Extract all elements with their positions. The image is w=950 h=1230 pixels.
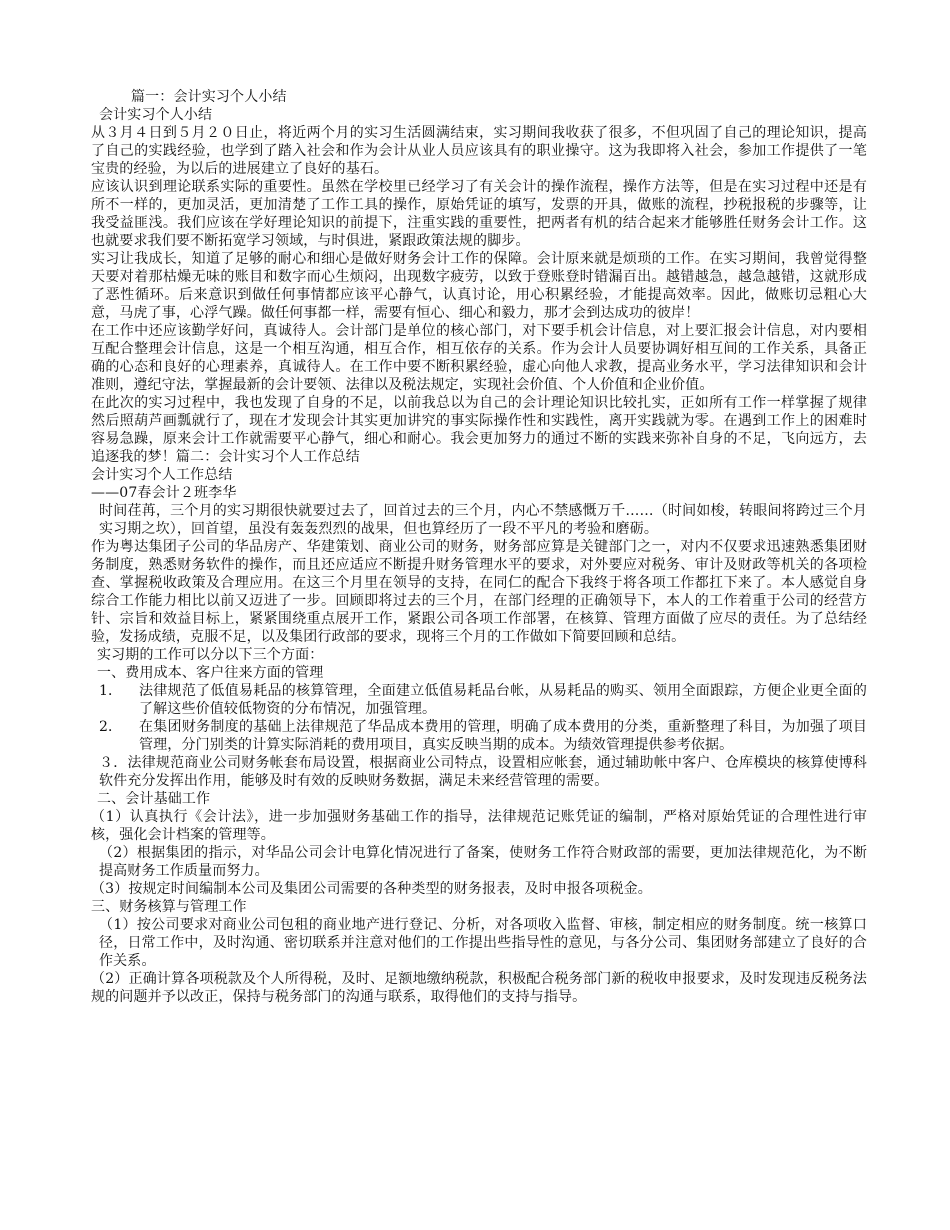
section-2-paragraph-2: （2）根据集团的指示，对华品公司会计电算化情况进行了备案，使财务工作符合财政部的需要，更加法律规范化，为不断提高财务工作质量而努力。: [99, 845, 867, 879]
paragraph-6: 时间荏苒，三个月的实习期很快就要过去了，回首过去的三个月，内心不禁感慨万千……（时间如梭，转眼间将跨过三个月实习期之坎），回首望，虽没有轰轰烈烈的战果，但也算经历了一段不平凡的考验和磨砺。: [99, 503, 867, 537]
paragraph-8: 实习期的工作可以分以下三个方面：: [97, 647, 324, 663]
list-item: [91, 718, 867, 754]
section-3-paragraph-2: （2）正确计算各项税款及个人所得税，及时、足额地缴纳税款，积极配合税务部门新的税收申报要求，及时发现违反税务法规的问题并予以改正，保持与税务部门的沟通与联系，取得他们的支持与指导。: [91, 971, 867, 1005]
paragraph-2: 应该认识到理论联系实际的重要性。虽然在学校里已经学习了有关会计的操作流程，操作方法等，但是在实习过程中还是有所不一样的，更加灵活，更加清楚了工作工具的操作，原始凭证的填写，发票的开具，做账的流程，抄税报税的步骤等，让我受益匪浅。我们应该在学好理论知识的前提下，注重实践的重要性，把两者有机的结合起来才能够胜任财务会计工作。这也就要求我们要不断拓宽学习领域，与时俱进，紧跟政策法规的脚步。: [91, 179, 867, 249]
section-1-title: 一、费用成本、客户往来方面的管理: [97, 665, 324, 681]
document-page: [91, 88, 867, 1006]
list-item-3: ３．法律规范商业公司财务帐套布局设置，根据商业公司特点，设置相应帐套，通过辅助帐中客户、仓库模块的核算使博科软件充分发挥出作用，能够及时有效的反映财务数据，满足未来经营管理的需要。: [99, 755, 867, 789]
list-item: [91, 682, 867, 718]
section-2-title: 二、会计基础工作: [97, 791, 211, 807]
section-3-title: 三、财务核算与管理工作: [91, 899, 247, 915]
author-line: ——07春会计２班李华: [91, 485, 237, 501]
list-item-number: 2．: [99, 719, 123, 735]
document-subtitle-1: 会计实习个人小结: [99, 107, 213, 123]
paragraph-3: 实习让我成长，知道了足够的耐心和细心是做好财务会计工作的保障。会计原来就是烦琐的工作。在实习期间，我曾觉得整天要对着那枯燥无味的账目和数字而心生烦闷，出现数字疲劳，以致于登账登时错漏百出。越错越急，越急越错，这就形成了恶性循环。后来意识到做任何事情都应该平心静气，认真讨论，用心积累经验，才能提高效率。因此，做账切忌粗心大意，马虎了事，心浮气躁。做任何事都一样，需要有恒心、细心和毅力，那才会到达成功的彼岸！: [91, 251, 867, 321]
paragraph-4: 在工作中还应该勤学好问，真诚待人。会计部门是单位的核心部门，对下要手机会计信息，对上要汇报会计信息，对内要相互配合整理会计信息，这是一个相互沟通，相互合作，相互依存的关系。作为会计人员要协调好相互间的工作关系，具备正确的心态和良好的心理素养，真诚待人。在工作中要不断积累经验，虚心向他人求教，提高业务水平，学习法律知识和会计准则，遵纪守法，掌握最新的会计要领、法律以及税法规定，实现社会价值、个人价值和企业价值。: [91, 323, 867, 393]
document-subtitle-2: 会计实习个人工作总结: [91, 467, 233, 483]
list-item-number: 1．: [99, 683, 123, 699]
list-item-text: 在集团财务制度的基础上法律规范了华品成本费用的管理，明确了成本费用的分类，重新整理了科目，为加强了项目管理，分门别类的计算实际消耗的费用项目，真实反映当期的成本。为绩效管理提供参考依据。: [139, 719, 867, 753]
paragraph-5: 在此次的实习过程中，我也发现了自身的不足，以前我总以为自己的会计理论知识比较扎实，正如所有工作一样掌握了规律然后照葫芦画瓢就行了，现在才发现会计其实更加讲究的事实际操作性和实践性，离开实践就为零。在遇到工作上的困难时容易急躁，原来会计工作就需要平心静气，细心和耐心。我会更加努力的通过不断的实践来弥补自身的不足，飞向远方，去追逐我的梦！篇二：会计实习个人工作总结: [91, 395, 867, 465]
list-item-text: 法律规范了低值易耗品的核算管理，全面建立低值易耗品台帐，从易耗品的购买、领用全面跟踪，方便企业更全面的了解这些价值较低物资的分布情况，加强管理。: [139, 683, 867, 717]
paragraph-1: 从３月４日到５月２０日止，将近两个月的实习生活圆满结束，实习期间我收获了很多，不但巩固了自己的理论知识，提高了自己的实践经验，也学到了踏入社会和作为会计从业人员应该具有的职业操守。这为我即将入社会，参加工作提供了一笔宝贵的经验，为以后的进展建立了良好的基石。: [91, 125, 867, 177]
document-title-1: 篇一：会计实习个人小结: [131, 89, 287, 105]
section-2-paragraph-3: （3）按规定时间编制本公司及集团公司需要的各种类型的财务报表，及时申报各项税金。: [91, 881, 652, 897]
section-2-paragraph-1: （1）认真执行《会计法》，进一步加强财务基础工作的指导，法律规范记账凭证的编制，严格对原始凭证的合理性进行审核，强化会计档案的管理等。: [91, 809, 867, 843]
paragraph-7: 作为粤达集团子公司的华品房产、华建策划、商业公司的财务，财务部应算是关键部门之一，对内不仅要求迅速熟悉集团财务制度，熟悉财务软件的操作，而且还应适应不断提升财务管理水平的要求，对外要应对税务、审计及财政等机关的各项检查、掌握税收政策及合理应用。在这三个月里在领导的支持，在同仁的配合下我终于将各项工作都扛下来了。本人感觉自身综合工作能力相比以前又迈进了一步。回顾即将过去的三个月，在部门经理的正确领导下，本人的工作着重于公司的经营方针、宗旨和效益目标上，紧紧围绕重点展开工作，紧跟公司各项工作部署，在核算、管理方面做了应尽的责任。为了总结经验，发扬成绩，克服不足，以及集团行政部的要求，现将三个月的工作做如下简要回顾和总结。: [91, 539, 867, 645]
section-3-paragraph-1: （1）按公司要求对商业公司包租的商业地产进行登记、分析，对各项收入监督、审核，制定相应的财务制度。统一核算口径，日常工作中，及时沟通、密切联系并注意对他们的工作提出些指导性的意见，与各分公司、集团财务部建立了良好的合作关系。: [99, 917, 867, 969]
